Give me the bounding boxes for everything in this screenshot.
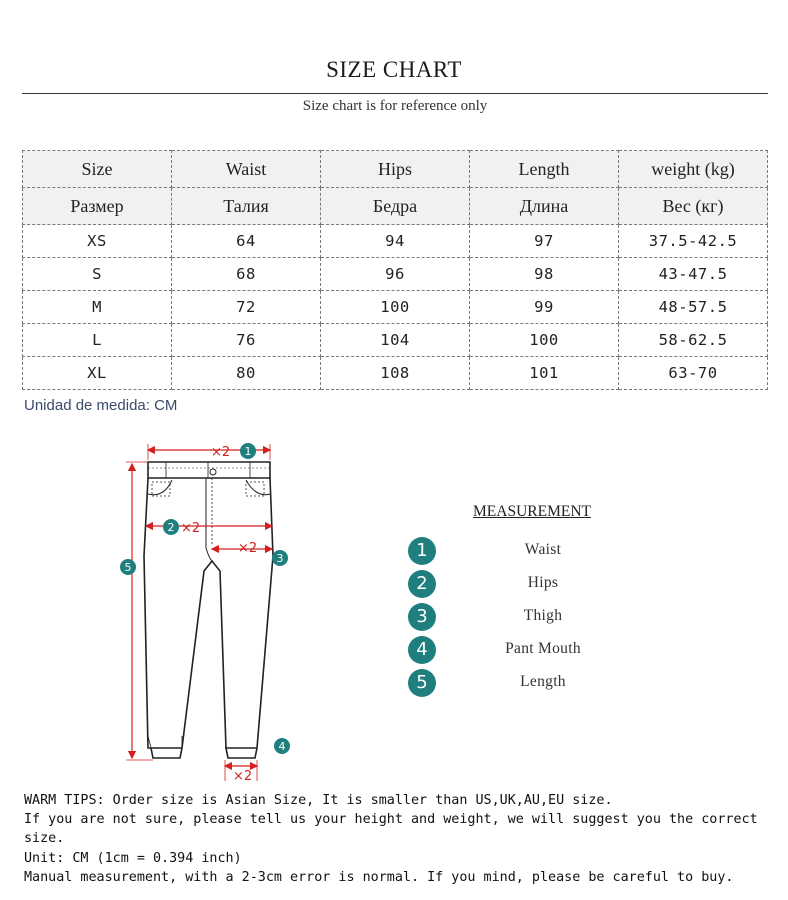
legend-item-hips [408, 570, 708, 598]
marker-number: 5 [124, 561, 132, 574]
table-cell: XL [23, 357, 172, 390]
legend-item-thigh [408, 603, 708, 631]
number-badge: 1 [408, 537, 436, 565]
pants-outline [144, 462, 273, 758]
tip-line: WARM TIPS: Order size is Asian Size, It is smaller than US,UK,AU,EU size. [24, 793, 613, 808]
table-row [23, 324, 768, 357]
header-cell: weight (kg) [619, 151, 768, 188]
pants-diagram [108, 436, 308, 786]
header-cell: Вес (кг) [619, 188, 768, 225]
table-cell: 58-62.5 [619, 324, 768, 357]
table-cell: 98 [470, 258, 619, 291]
header-row-english [23, 151, 768, 188]
warm-tips [24, 791, 770, 887]
legend-label: Thigh [523, 607, 563, 624]
table-cell: 101 [470, 357, 619, 390]
multiplier-label: ×2 [233, 769, 253, 784]
number-badge: 3 [408, 603, 436, 631]
header-cell: Бедра [321, 188, 470, 225]
marker-number: 3 [276, 552, 284, 565]
size-chart-table [22, 150, 768, 390]
number-badge: 2 [408, 570, 436, 598]
legend-label: Pant Mouth [505, 640, 581, 657]
table-cell: 96 [321, 258, 470, 291]
marker-badge-3 [272, 550, 288, 566]
header-cell: Waist [172, 151, 321, 188]
header-cell: Size [23, 151, 172, 188]
legend-label: Waist [524, 541, 562, 558]
marker-number: 4 [278, 740, 286, 753]
marker-badge-2 [163, 519, 179, 535]
legend-title: MEASUREMENT [473, 503, 591, 520]
table-cell: 48-57.5 [619, 291, 768, 324]
multiplier-label: ×2 [211, 445, 231, 460]
legend-label: Length [520, 673, 566, 690]
table-cell: XS [23, 225, 172, 258]
marker-number: 1 [244, 445, 252, 458]
header-cell: Длина [470, 188, 619, 225]
title-divider [22, 93, 768, 94]
legend-item-length [408, 669, 708, 697]
page-title: SIZE CHART [326, 57, 462, 82]
table-cell: 64 [172, 225, 321, 258]
table-cell: 72 [172, 291, 321, 324]
legend-label: Hips [527, 574, 559, 591]
multiplier-label: ×2 [238, 541, 258, 556]
table-cell: 108 [321, 357, 470, 390]
table-cell: 76 [172, 324, 321, 357]
table-cell: S [23, 258, 172, 291]
legend-item-pant-mouth [408, 636, 708, 664]
table-cell: 80 [172, 357, 321, 390]
header-cell: Размер [23, 188, 172, 225]
tip-line: Unit: CM (1cm = 0.394 inch) [24, 850, 242, 866]
tip-line: Manual measurement, with a 2-3cm error is normal. If you mind, please be careful to buy. [24, 869, 734, 885]
table-row [23, 258, 768, 291]
multiplier-label: ×2 [181, 521, 201, 536]
marker-number: 2 [167, 521, 175, 534]
table-row [23, 357, 768, 390]
table-cell: M [23, 291, 172, 324]
unit-note: Unidad de medida: CM [24, 397, 178, 414]
table-cell: 100 [470, 324, 619, 357]
table-cell: 94 [321, 225, 470, 258]
table-row [23, 291, 768, 324]
table-cell: 63-70 [619, 357, 768, 390]
header-cell: Талия [172, 188, 321, 225]
table-cell: 100 [321, 291, 470, 324]
page-subtitle: Size chart is for reference only [302, 98, 488, 114]
table-cell: 104 [321, 324, 470, 357]
table-cell: 37.5-42.5 [619, 225, 768, 258]
table-cell: 97 [470, 225, 619, 258]
table-cell: 99 [470, 291, 619, 324]
header-cell: Length [470, 151, 619, 188]
legend-item-waist [408, 537, 708, 565]
header-row-russian [23, 188, 768, 225]
table-cell: 68 [172, 258, 321, 291]
number-badge: 4 [408, 636, 436, 664]
header-cell: Hips [321, 151, 470, 188]
marker-badge-5 [120, 559, 136, 575]
marker-badge-4 [274, 738, 290, 754]
number-badge: 5 [408, 669, 436, 697]
table-cell: 43-47.5 [619, 258, 768, 291]
table-cell: L [23, 324, 172, 357]
tip-line: If you are not sure, please tell us your height and weight, we will suggest you the correct size. [24, 812, 758, 847]
marker-badge-1 [240, 443, 256, 459]
table-row [23, 225, 768, 258]
